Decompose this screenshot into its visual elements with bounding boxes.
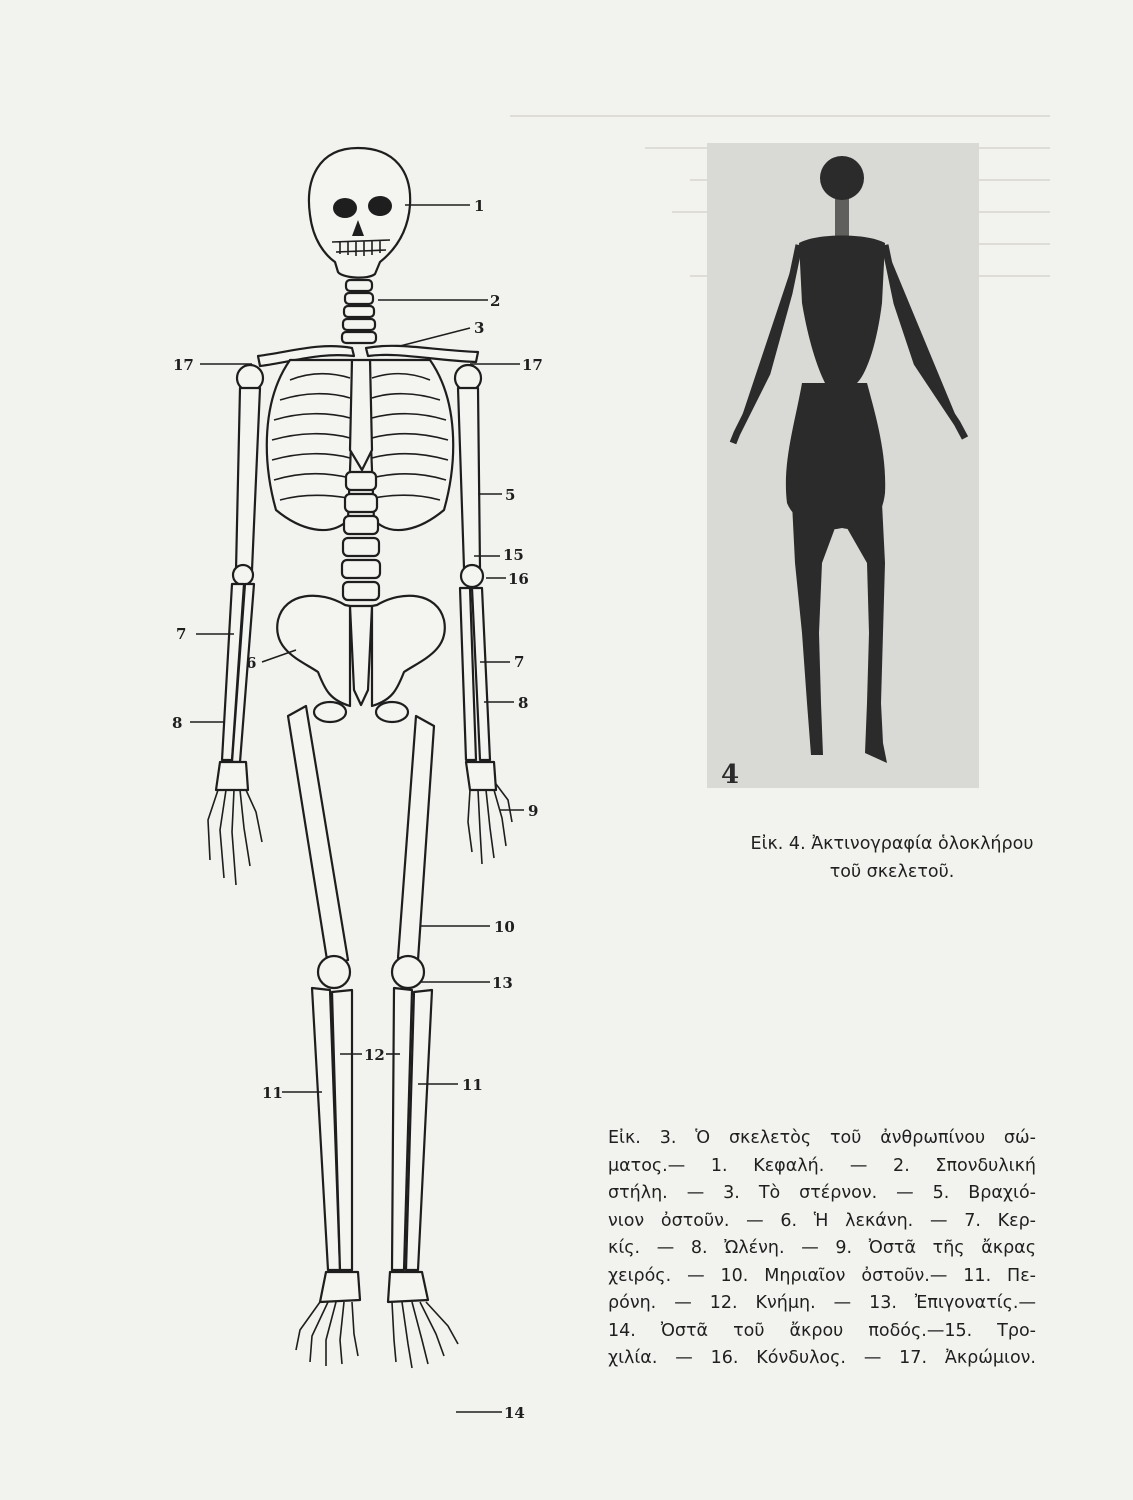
caption-line: ρόνη. — 12. Κνήμη. — 13. Ἐπιγονατίς.— bbox=[608, 1293, 1036, 1313]
right-arm-drawing bbox=[455, 365, 512, 864]
skeleton-illustration bbox=[150, 135, 550, 1422]
caption-line: χειρός. — 10. Μηριαῖον ὀστοῦν.— 11. Πε- bbox=[608, 1265, 1036, 1286]
right-leg-drawing bbox=[388, 716, 458, 1368]
caption-line: Εἰκ. 4. Ἀκτινογραφία ὁλοκλήρου bbox=[750, 834, 1034, 854]
label-condyle: 16 bbox=[508, 570, 529, 588]
figure3-caption bbox=[608, 1125, 1036, 1373]
label-sternum: 3 bbox=[474, 319, 485, 337]
left-arm-drawing bbox=[208, 365, 263, 885]
label-ulna-right: 8 bbox=[518, 694, 529, 712]
label-femur: 10 bbox=[494, 918, 515, 936]
figure4-caption bbox=[732, 830, 1052, 886]
caption-line: Εἰκ. 3. Ὁ σκελετὸς τοῦ ἀνθρωπίνου σώ- bbox=[608, 1128, 1036, 1148]
label-acromion-left: 17 bbox=[173, 356, 194, 374]
pelvis-drawing bbox=[277, 596, 445, 722]
label-patella: 13 bbox=[492, 974, 513, 992]
label-skull: 1 bbox=[474, 197, 485, 215]
xray-body-silhouette bbox=[733, 156, 965, 763]
label-pelvis: 6 bbox=[246, 654, 257, 672]
label-fibula-left: 11 bbox=[262, 1084, 283, 1102]
label-radius-right: 7 bbox=[514, 653, 525, 671]
skull-drawing bbox=[309, 148, 410, 278]
label-fibula-right: 11 bbox=[462, 1076, 483, 1094]
label-foot: 14 bbox=[504, 1404, 525, 1422]
label-hand: 9 bbox=[528, 802, 539, 820]
label-acromion-right: 17 bbox=[522, 356, 543, 374]
caption-line: χιλία. — 16. Κόνδυλος. — 17. Ἀκρώμιον. bbox=[608, 1348, 1036, 1368]
label-spine: 2 bbox=[490, 292, 501, 310]
label-ulna-left: 8 bbox=[172, 714, 183, 732]
label-humerus: 5 bbox=[505, 486, 516, 504]
neck-vertebrae-drawing bbox=[342, 280, 376, 343]
caption-line: ματος.— 1. Κεφαλή. — 2. Σπονδυλική bbox=[608, 1155, 1036, 1176]
label-radius-left: 7 bbox=[176, 625, 187, 643]
caption-line: στήλη. — 3. Τὸ στέρνον. — 5. Βραχιό- bbox=[608, 1183, 1036, 1203]
left-leg-drawing bbox=[288, 706, 360, 1366]
xray-photograph bbox=[707, 143, 979, 788]
xray-figure-number: 4 bbox=[721, 760, 740, 790]
caption-line: κίς. — 8. Ὠλένη. — 9. Ὀστᾶ τῆς ἄκρας bbox=[608, 1238, 1036, 1258]
label-tibia: 12 bbox=[364, 1046, 385, 1064]
label-trochlea: 15 bbox=[503, 546, 524, 564]
caption-line: νιον ὀστοῦν. — 6. Ἡ λεκάνη. — 7. Κερ- bbox=[608, 1210, 1036, 1231]
caption-line: τοῦ σκελετοῦ. bbox=[829, 862, 955, 882]
caption-line: 14. Ὀστᾶ τοῦ ἄκρου ποδός.—15. Τρο- bbox=[608, 1320, 1036, 1341]
